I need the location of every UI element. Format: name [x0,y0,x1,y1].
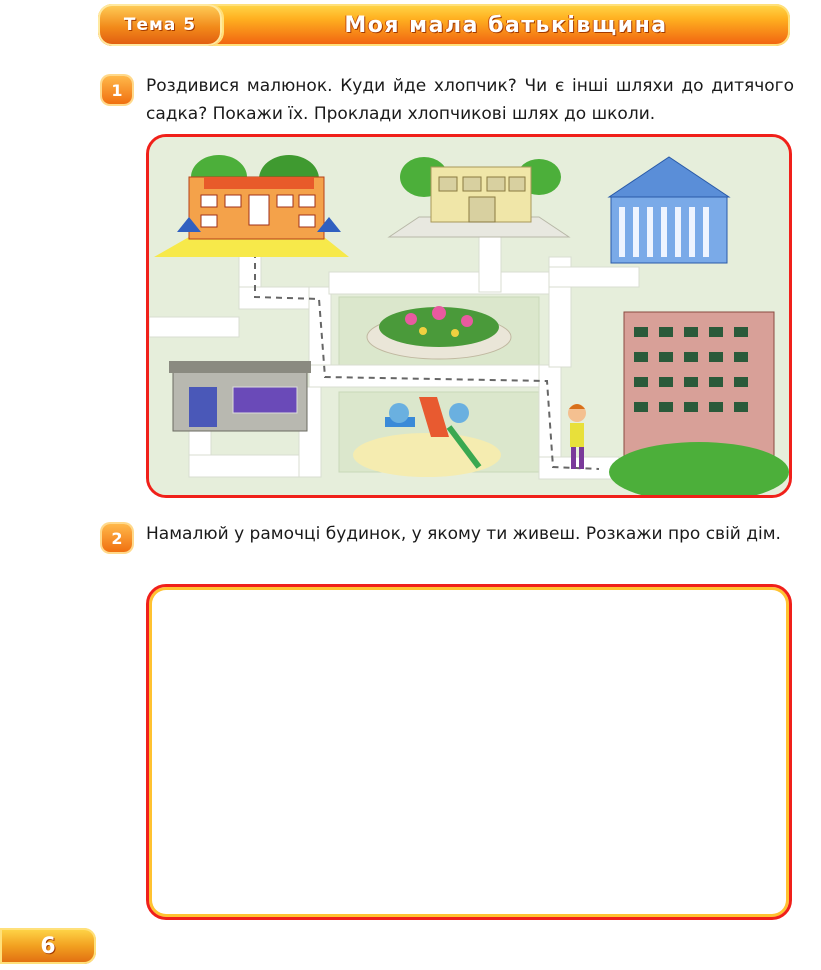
theme-label: Тема 5 [123,15,197,35]
task-1-text: Роздивися малюнок. Куди йде хлопчик? Чи є інші шляхи до дитячого садка? Покажи їх. Проклади хлопчикові шлях до школи. [146,76,794,124]
map-illustration [146,134,792,498]
map-drawing [149,137,789,495]
task-2-text: Намалюй у рамочці будинок, у якому ти живеш. Розкажи про свій дім. [146,524,781,544]
page-number: 6 [40,933,56,959]
task-2-badge: 2 [102,524,132,552]
drawing-frame[interactable] [146,584,792,920]
task-1-badge: 1 [102,76,132,104]
page-title: Моя мала батьківщина [344,12,668,38]
